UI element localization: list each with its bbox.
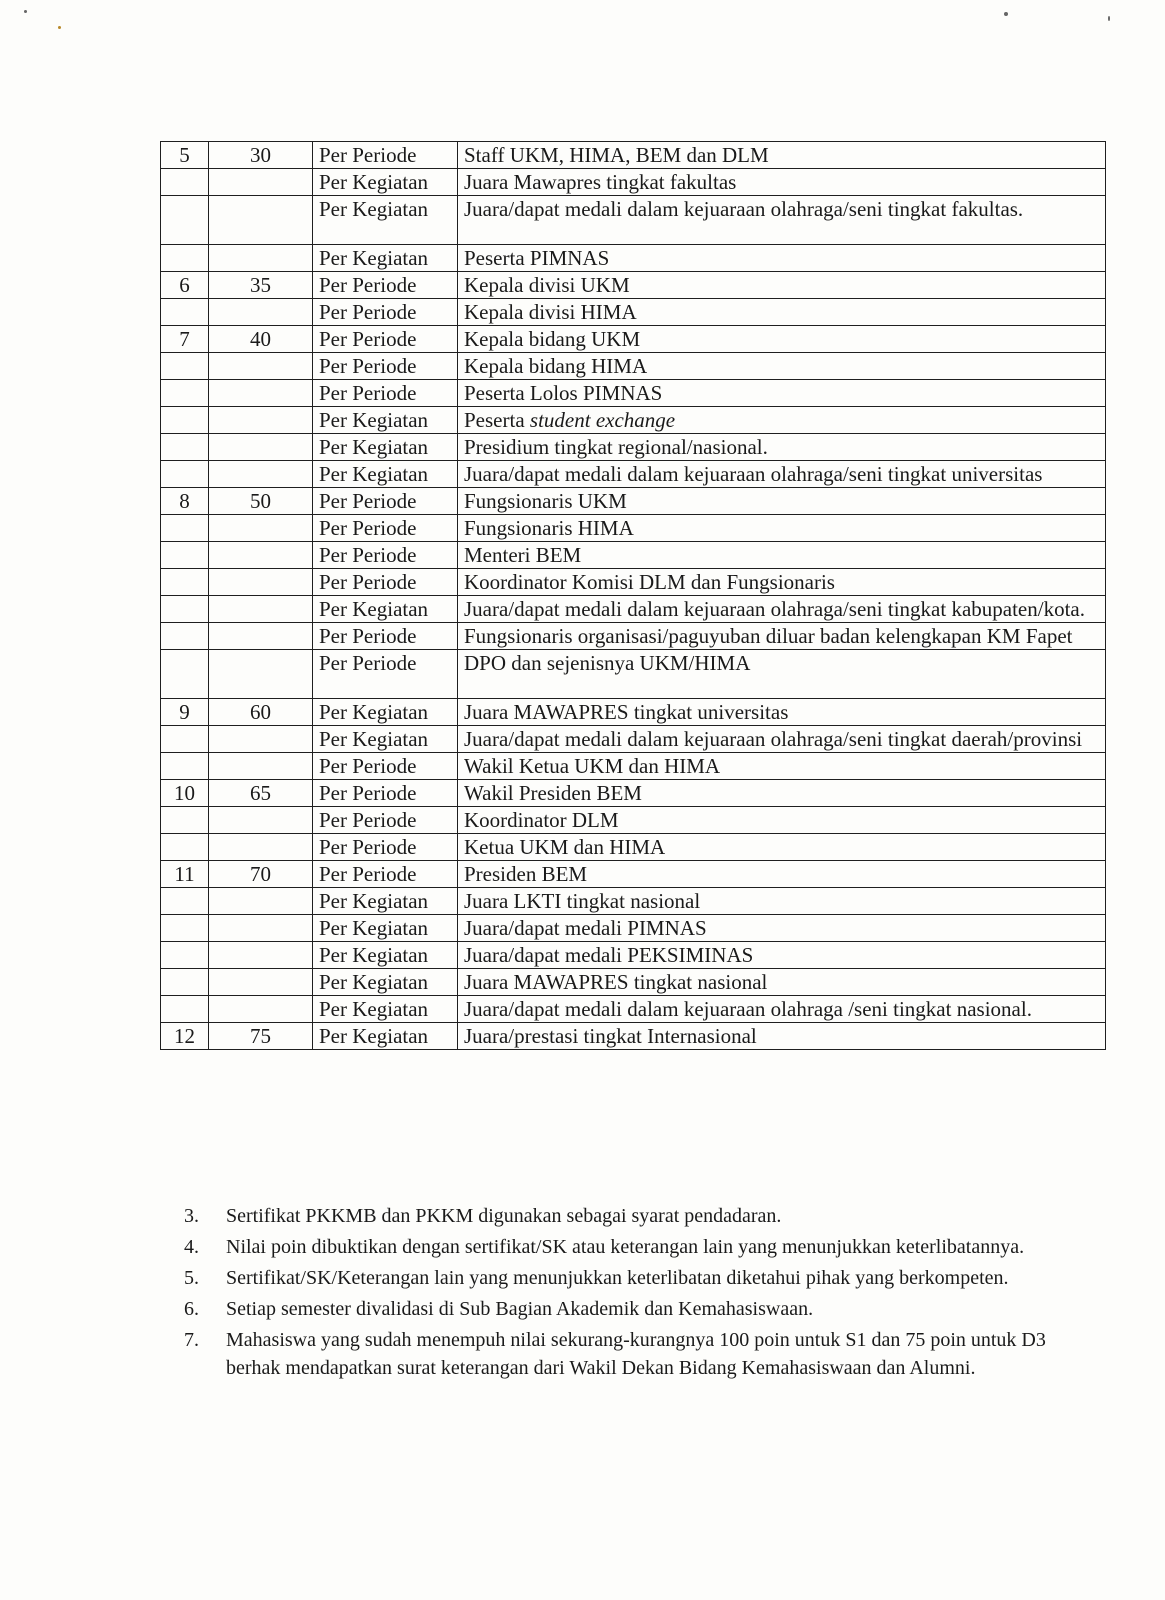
row-poin: 30 [209,142,313,169]
row-poin: 50 [209,488,313,515]
table-row [161,888,1106,915]
row-description: Staff UKM, HIMA, BEM dan DLM [458,142,1106,169]
row-description: Juara/dapat medali dalam kejuaraan olahraga/seni tingkat kabupaten/kota. [458,596,1106,623]
row-description [458,407,1106,434]
row-poin [209,650,313,699]
row-frequency: Per Periode [313,272,458,299]
row-frequency: Per Kegiatan [313,969,458,996]
row-number [161,807,209,834]
row-frequency: Per Periode [313,623,458,650]
row-poin [209,434,313,461]
row-frequency: Per Kegiatan [313,1023,458,1050]
note-item [184,1295,1054,1323]
row-frequency: Per Periode [313,488,458,515]
row-frequency: Per Periode [313,542,458,569]
row-number [161,169,209,196]
table-row [161,623,1106,650]
row-poin: 75 [209,1023,313,1050]
row-number [161,353,209,380]
row-poin [209,942,313,969]
note-number: 4. [184,1236,199,1258]
row-frequency: Per Kegiatan [313,996,458,1023]
row-poin [209,353,313,380]
poin-table [160,141,1106,1050]
row-frequency: Per Kegiatan [313,888,458,915]
row-number [161,434,209,461]
row-poin: 35 [209,272,313,299]
row-description: Fungsionaris HIMA [458,515,1106,542]
row-number [161,753,209,780]
row-description: Juara MAWAPRES tingkat universitas [458,699,1106,726]
row-description: Juara/dapat medali dalam kejuaraan olahraga/seni tingkat universitas [458,461,1106,488]
scan-speck [24,10,27,13]
table-row [161,569,1106,596]
row-number [161,996,209,1023]
table-row [161,380,1106,407]
row-frequency: Per Kegiatan [313,726,458,753]
row-description: Juara Mawapres tingkat fakultas [458,169,1106,196]
table-row [161,196,1106,245]
table-row [161,461,1106,488]
row-number [161,542,209,569]
row-description: Peserta Lolos PIMNAS [458,380,1106,407]
row-poin [209,542,313,569]
row-description: DPO dan sejenisnya UKM/HIMA [458,650,1106,699]
row-number: 6 [161,272,209,299]
row-poin [209,969,313,996]
row-poin [209,299,313,326]
row-frequency: Per Periode [313,142,458,169]
poin-table-body [161,142,1106,1050]
row-poin [209,726,313,753]
table-row [161,169,1106,196]
row-description: Kepala divisi HIMA [458,299,1106,326]
row-poin [209,461,313,488]
note-number: 5. [184,1267,199,1289]
table-row [161,353,1106,380]
scan-speck [1004,12,1008,16]
row-frequency: Per Periode [313,861,458,888]
row-description: Ketua UKM dan HIMA [458,834,1106,861]
note-number: 7. [184,1329,199,1351]
row-number [161,650,209,699]
row-frequency: Per Kegiatan [313,461,458,488]
note-text: Sertifikat/SK/Keterangan lain yang menunjukkan keterlibatan diketahui pihak yang berkompeten. [226,1267,1009,1289]
row-frequency: Per Periode [313,650,458,699]
table-row [161,299,1106,326]
row-description: Juara/dapat medali PIMNAS [458,915,1106,942]
row-poin: 70 [209,861,313,888]
table-row [161,434,1106,461]
row-frequency: Per Kegiatan [313,196,458,245]
note-number: 3. [184,1205,199,1227]
row-poin [209,915,313,942]
row-number [161,407,209,434]
table-row [161,726,1106,753]
row-poin [209,196,313,245]
row-description-text: Peserta [464,408,530,432]
row-number [161,834,209,861]
row-frequency: Per Kegiatan [313,915,458,942]
row-description: Juara/dapat medali PEKSIMINAS [458,942,1106,969]
row-description: Fungsionaris organisasi/paguyuban diluar badan kelengkapan KM Fapet [458,623,1106,650]
note-text: Setiap semester divalidasi di Sub Bagian Akademik dan Kemahasiswaan. [226,1298,814,1320]
note-text: Nilai poin dibuktikan dengan sertifikat/SK atau keterangan lain yang menunjukkan keterlibatannya. [226,1236,1025,1258]
row-poin [209,807,313,834]
table-row [161,780,1106,807]
row-number: 10 [161,780,209,807]
row-frequency: Per Kegiatan [313,245,458,272]
note-text: Mahasiswa yang sudah menempuh nilai sekurang-kurangnya 100 poin untuk S1 dan 75 poin untuk D3 berhak mendapatkan surat keterangan dari Wakil Dekan Bidang Kemahasiswaan dan Alumni. [226,1329,1046,1379]
row-poin [209,245,313,272]
note-item [184,1264,1054,1292]
table-row [161,1023,1106,1050]
row-number [161,726,209,753]
row-description: Fungsionaris UKM [458,488,1106,515]
row-number [161,515,209,542]
row-description: Juara/dapat medali dalam kejuaraan olahraga/seni tingkat fakultas. [458,196,1106,245]
row-description: Kepala bidang HIMA [458,353,1106,380]
table-row [161,996,1106,1023]
row-description: Juara LKTI tingkat nasional [458,888,1106,915]
note-item [184,1326,1054,1382]
table-row [161,942,1106,969]
row-frequency: Per Periode [313,326,458,353]
row-description: Presidium tingkat regional/nasional. [458,434,1106,461]
table-row [161,861,1106,888]
row-poin [209,169,313,196]
row-number [161,569,209,596]
row-frequency: Per Periode [313,299,458,326]
row-frequency: Per Periode [313,753,458,780]
row-description: Juara/prestasi tingkat Internasional [458,1023,1106,1050]
table-row [161,650,1106,699]
row-description: Juara MAWAPRES tingkat nasional [458,969,1106,996]
row-poin: 65 [209,780,313,807]
row-frequency: Per Kegiatan [313,169,458,196]
row-description: Juara/dapat medali dalam kejuaraan olahraga /seni tingkat nasional. [458,996,1106,1023]
row-description: Juara/dapat medali dalam kejuaraan olahraga/seni tingkat daerah/provinsi [458,726,1106,753]
row-poin: 40 [209,326,313,353]
row-description: Koordinator Komisi DLM dan Fungsionaris [458,569,1106,596]
row-description: Presiden BEM [458,861,1106,888]
scan-speck [58,26,61,29]
scan-speck [1108,16,1110,21]
row-number [161,380,209,407]
row-number: 8 [161,488,209,515]
row-number [161,942,209,969]
row-number [161,245,209,272]
row-frequency: Per Periode [313,780,458,807]
row-description: Menteri BEM [458,542,1106,569]
table-row [161,753,1106,780]
row-poin [209,407,313,434]
table-row [161,142,1106,169]
notes-list [184,1202,1054,1385]
row-number: 7 [161,326,209,353]
table-row [161,699,1106,726]
table-row [161,515,1106,542]
row-description: Koordinator DLM [458,807,1106,834]
table-row [161,542,1106,569]
row-poin [209,888,313,915]
row-frequency: Per Kegiatan [313,699,458,726]
row-poin [209,753,313,780]
note-item [184,1233,1054,1261]
table-row [161,596,1106,623]
table-row [161,969,1106,996]
row-description-italic: student exchange [529,408,676,432]
row-number [161,461,209,488]
row-frequency: Per Periode [313,569,458,596]
row-number [161,299,209,326]
table-row [161,245,1106,272]
row-number [161,596,209,623]
row-number [161,196,209,245]
table-row [161,272,1106,299]
row-number: 5 [161,142,209,169]
note-number: 6. [184,1298,199,1320]
note-text: Sertifikat PKKMB dan PKKM digunakan sebagai syarat pendadaran. [226,1205,782,1227]
row-poin [209,596,313,623]
row-frequency: Per Kegiatan [313,596,458,623]
row-frequency: Per Kegiatan [313,942,458,969]
row-poin [209,996,313,1023]
row-frequency: Per Kegiatan [313,434,458,461]
row-number [161,623,209,650]
row-description: Wakil Presiden BEM [458,780,1106,807]
row-description: Peserta PIMNAS [458,245,1106,272]
row-description: Kepala divisi UKM [458,272,1106,299]
row-poin: 60 [209,699,313,726]
row-poin [209,834,313,861]
row-poin [209,569,313,596]
row-description: Kepala bidang UKM [458,326,1106,353]
row-frequency: Per Periode [313,353,458,380]
row-frequency: Per Periode [313,807,458,834]
row-poin [209,623,313,650]
row-frequency: Per Periode [313,834,458,861]
row-poin [209,515,313,542]
row-number: 11 [161,861,209,888]
table-row [161,834,1106,861]
row-number [161,915,209,942]
table-row [161,915,1106,942]
row-poin [209,380,313,407]
note-item [184,1202,1054,1230]
row-number: 9 [161,699,209,726]
table-row [161,488,1106,515]
row-frequency: Per Periode [313,380,458,407]
row-frequency: Per Periode [313,515,458,542]
row-description: Wakil Ketua UKM dan HIMA [458,753,1106,780]
table-row [161,807,1106,834]
table-row [161,407,1106,434]
row-frequency: Per Kegiatan [313,407,458,434]
row-number [161,888,209,915]
table-row [161,326,1106,353]
row-number: 12 [161,1023,209,1050]
row-number [161,969,209,996]
